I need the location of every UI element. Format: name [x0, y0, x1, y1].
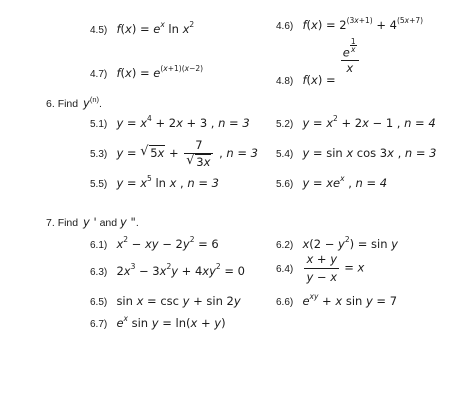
order-value: n = 3 — [218, 116, 250, 130]
section-label: Find — [57, 217, 79, 229]
problem-6-6 — [276, 294, 397, 310]
problem-number: 4.7) — [90, 69, 108, 80]
problem-number: 6.3) — [90, 267, 108, 278]
order-value: n = 3 — [226, 146, 258, 160]
expression: $x^2$ − xy − $2y^2 = 6$ — [116, 235, 219, 251]
section-6-heading — [46, 96, 102, 110]
problem-4-5 — [90, 22, 194, 38]
problem-number: 5.2) — [276, 119, 294, 130]
problem-5-4 — [276, 146, 436, 162]
problem-4-7 — [90, 66, 203, 82]
problem-number: 6.2) — [276, 240, 294, 251]
order-value: n = 4 — [404, 116, 436, 130]
section-and: and — [99, 217, 118, 229]
expression: y = √ 5x + 7 √ 3x , — [116, 146, 226, 160]
expression: $f(x) = e^x$ $\ln x^2$ — [116, 20, 195, 36]
expression: y = sin x cos 3x , — [302, 146, 405, 160]
problem-5-5 — [90, 176, 219, 192]
problem-5-3 — [90, 138, 258, 169]
problem-number: 6.5) — [90, 297, 108, 308]
expression-rhs: = x — [344, 260, 365, 275]
fraction: e $^{\frac{1}{x}}$ x — [341, 42, 359, 75]
problem-5-2 — [276, 116, 436, 132]
expression: $y = x^2 + 2x - 1$ , — [302, 114, 405, 130]
problem-number: 6.4) — [276, 263, 294, 275]
problem-number: 6.1) — [90, 240, 108, 251]
section-end: . — [135, 217, 139, 229]
expression: $x(2 - y^2) = \sin y$ — [302, 235, 398, 251]
order-value: n = 3 — [187, 176, 219, 190]
expression: $e^{xy} + x$ sin y = 7 — [302, 292, 398, 308]
order-value: n = 3 — [404, 146, 437, 160]
section-second-derivative: y " — [120, 215, 136, 229]
problem-6-5 — [90, 294, 241, 310]
section-end: . — [99, 98, 102, 110]
problem-number: 4.6) — [276, 21, 294, 32]
expression: $y = xe^x$ , — [302, 174, 356, 190]
problem-6-3 — [90, 264, 245, 280]
problem-6-1 — [90, 237, 219, 253]
problem-number: 5.1) — [90, 119, 108, 130]
expression: $f(x) = e^{(x+1)(x-2)}$ — [116, 64, 204, 80]
section-number: 7. — [46, 217, 55, 229]
problem-5-6 — [276, 176, 387, 192]
problem-number: 5.4) — [276, 149, 294, 160]
problem-6-2 — [276, 237, 398, 253]
problem-4-6 — [276, 18, 423, 34]
expression: $f(x) = 2^{(3x+1)} + 4^{(5x+7)}$ — [302, 16, 424, 32]
expression: $y = x^4 + 2x + 3$ , — [116, 114, 219, 130]
expression: $2x^3 - 3x^2y + 4xy^2 = 0$ — [116, 262, 245, 278]
section-target: y — [83, 96, 90, 110]
expression: $y = x^5$ ln x , — [116, 174, 188, 190]
problem-4-8 — [276, 37, 361, 87]
section-number: 6. — [46, 98, 55, 110]
problem-number: 6.6) — [276, 297, 294, 308]
problem-number: 5.3) — [90, 149, 108, 160]
problem-number: 5.6) — [276, 179, 294, 190]
expression: sin x = csc y + sin 2y — [116, 294, 241, 308]
problem-number: 4.5) — [90, 25, 108, 36]
order-value: n = 4 — [355, 176, 388, 190]
problem-6-7 — [90, 316, 226, 332]
expression: $e^x$ sin y = ln(x + y) — [116, 314, 226, 330]
problem-number: 4.8) — [276, 75, 294, 87]
fraction: $\frac{x + y}{y - x}$ — [306, 252, 338, 284]
problem-number: 6.7) — [90, 319, 108, 330]
problem-6-4 — [276, 252, 364, 285]
section-7-heading — [46, 215, 139, 229]
problem-5-1 — [90, 116, 250, 132]
section-first-derivative: y ' — [83, 215, 97, 229]
expression-lhs: f(x) = — [302, 72, 336, 87]
section-order: (n) — [89, 94, 100, 104]
section-label: Find — [57, 98, 79, 110]
problem-number: 5.5) — [90, 179, 108, 190]
